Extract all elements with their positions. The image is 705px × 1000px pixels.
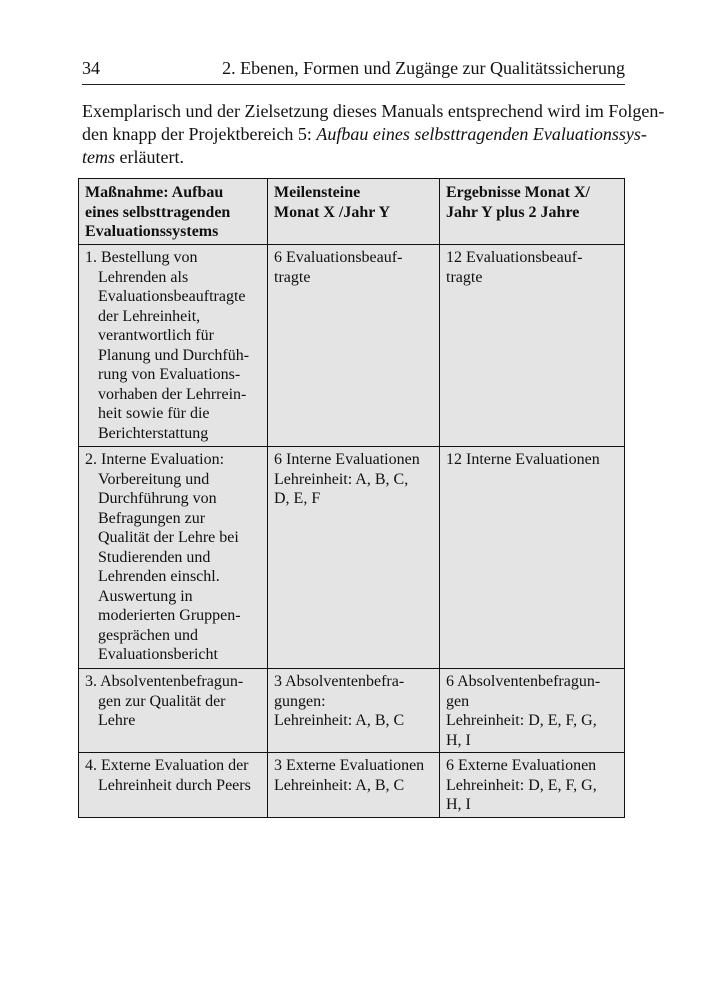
cell-milestones: 6 Interne Evaluationen Lehreinheit: A, B, C, D, E, F bbox=[268, 447, 440, 669]
intro-emphasis: tems bbox=[82, 147, 115, 167]
header-measure: Maßnahme: Aufbau eines selbsttragenden Evaluationssystems bbox=[79, 179, 268, 245]
running-title: 2. Ebenen, Formen und Zugänge zur Qualitätssicherung bbox=[222, 58, 625, 78]
intro-paragraph bbox=[82, 100, 665, 169]
page-header bbox=[82, 58, 625, 84]
intro-emphasis: Aufbau eines selbsttragenden Evaluationssys- bbox=[316, 124, 647, 144]
cell-measure: 2. Interne Evaluation: Vorbereitung und Durchführung von Befragungen zur Qualität der Lehre bei Studierenden und Lehrenden einschl. Auswertung in moderierten Gruppen- gesprächen und Evaluationsbericht bbox=[79, 447, 268, 669]
table-row bbox=[79, 669, 625, 753]
intro-line bbox=[82, 146, 625, 169]
page-number: 34 bbox=[82, 58, 100, 78]
header-rule bbox=[82, 84, 625, 85]
cell-results: 12 Evaluationsbeauf- tragte bbox=[440, 245, 625, 447]
cell-milestones: 3 Externe Evaluationen Lehreinheit: A, B, C bbox=[268, 753, 440, 818]
intro-text: erläutert. bbox=[115, 147, 184, 167]
cell-measure: 1. Bestellung von Lehrenden als Evaluationsbeauftragte der Lehreinheit, verantwortlich für Planung und Durchfüh- rung von Evaluations- vorhaben der Lehrrein- heit sowie für die Berichterstattung bbox=[79, 245, 268, 447]
header-results: Ergebnisse Monat X/ Jahr Y plus 2 Jahre bbox=[440, 179, 625, 245]
cell-milestones: 3 Absolventenbefra- gungen: Lehreinheit: A, B, C bbox=[268, 669, 440, 753]
table-header-row bbox=[79, 179, 625, 245]
header-milestones: Meilensteine Monat X /Jahr Y bbox=[268, 179, 440, 245]
table-row bbox=[79, 447, 625, 669]
cell-milestones: 6 Evaluationsbeauf- tragte bbox=[268, 245, 440, 447]
intro-text: den knapp der Projektbereich 5: bbox=[82, 124, 317, 144]
cell-results: 6 Absolventenbefragun- gen Lehreinheit: D, E, F, G, H, I bbox=[440, 669, 625, 753]
cell-measure: 3. Absolventenbefragun- gen zur Qualität der Lehre bbox=[79, 669, 268, 753]
table-row bbox=[79, 245, 625, 447]
cell-results: 6 Externe Evaluationen Lehreinheit: D, E, F, G, H, I bbox=[440, 753, 625, 818]
measures-table bbox=[78, 178, 625, 818]
table-row bbox=[79, 753, 625, 818]
cell-results: 12 Interne Evaluationen bbox=[440, 447, 625, 669]
intro-line bbox=[82, 123, 647, 146]
intro-line: Exemplarisch und der Zielsetzung dieses Manuals entsprechend wird im Folgen- bbox=[82, 101, 665, 121]
cell-measure: 4. Externe Evaluation der Lehreinheit durch Peers bbox=[79, 753, 268, 818]
